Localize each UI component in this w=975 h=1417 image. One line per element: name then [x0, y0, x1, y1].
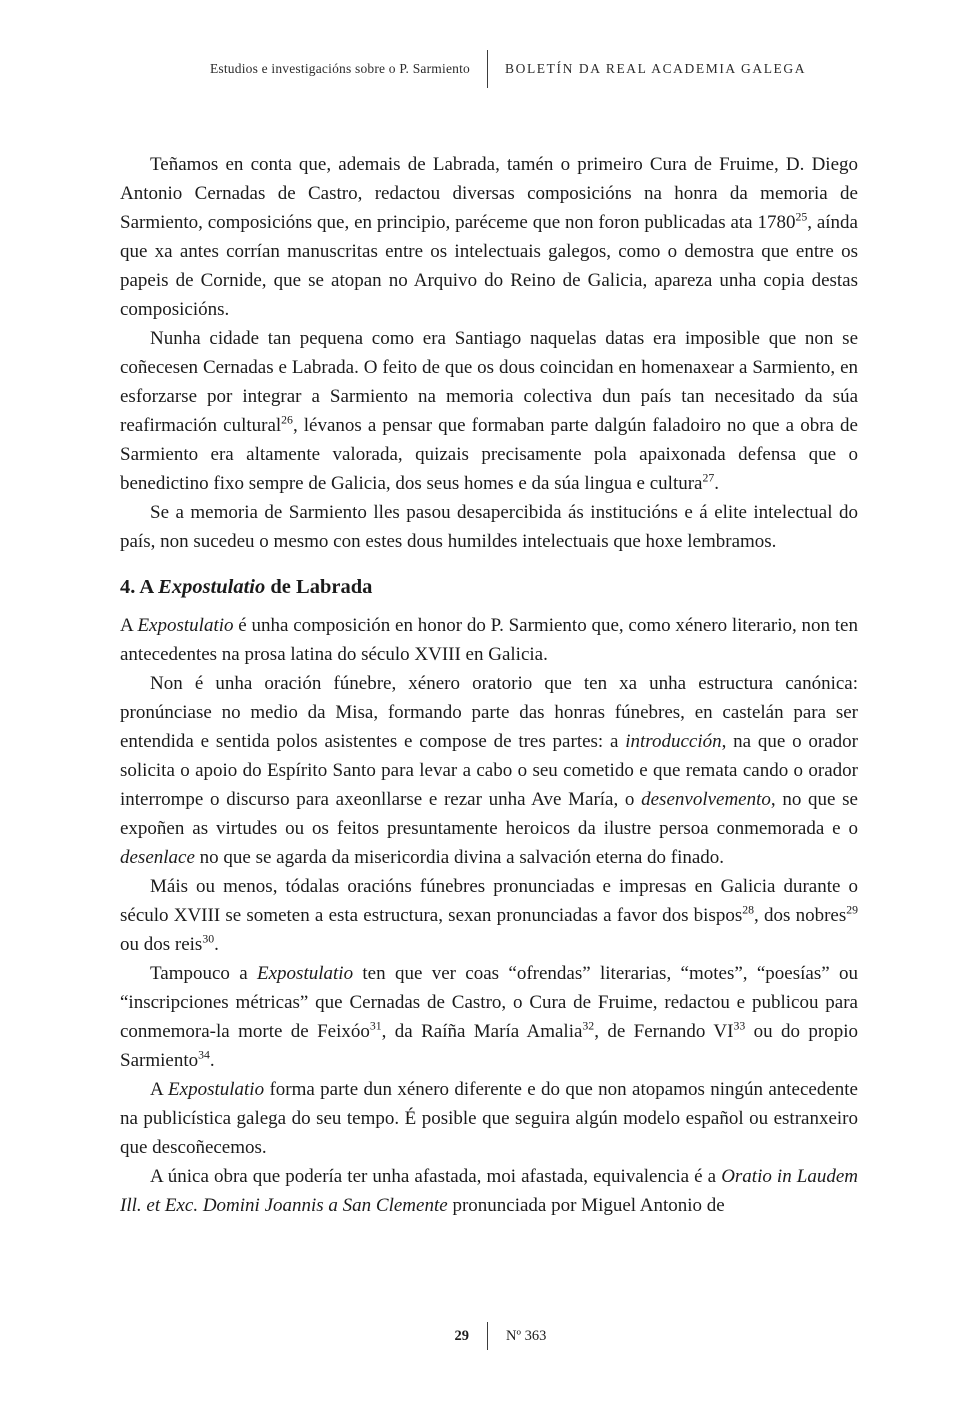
footnote-ref: 34	[198, 1048, 210, 1062]
text-segment: .	[214, 934, 219, 955]
page-number: 29	[454, 1327, 469, 1344]
text-segment-italic: Expostulatio	[168, 1079, 265, 1100]
text-segment: ou do propio Sarmiento	[120, 1021, 858, 1071]
text-segment: pronunciada por Miguel Antonio de	[447, 1195, 725, 1216]
paragraph	[120, 872, 858, 959]
footnote-ref: 30	[202, 932, 215, 946]
text-segment: forma parte dun xénero diferente e do que non atopamos ningún antecedente na publicística galega do seu tempo. É posible que seguira algún modelo español ou estranxeiro que descoñecemos.	[120, 1079, 858, 1158]
heading-segment: 4. A	[120, 576, 159, 598]
text-segment: .	[714, 473, 720, 494]
page-header	[120, 50, 855, 88]
text-segment: Máis ou menos, tódalas oracións fúnebres pronunciadas e impresas en Galicia durante o século XVIII se someten a esta estructura, sexan pronunciadas a favor dos bispos	[120, 876, 858, 926]
paragraph	[120, 611, 858, 669]
text-segment: Se a memoria de Sarmiento lles pasou desapercibida ás institucións e á elite intelectual do país, non sucedeu o mesmo con estes dous humildes intelectuais que hoxe lembramos.	[120, 502, 858, 552]
text-segment: , dos nobres	[754, 905, 847, 926]
section-heading	[120, 573, 858, 602]
heading-segment: de Labrada	[265, 576, 373, 598]
paragraph	[120, 324, 858, 498]
paragraph	[120, 1162, 858, 1220]
text-segment: A única obra que podería ter unha afastada, moi afastada, equivalencia é a	[150, 1166, 722, 1187]
text-segment: Teñamos en conta que, ademais de Labrada, tamén o primeiro Cura de Fruime, D. Diego Antonio Cernadas de Castro, redactou diversas composicións na honra da memoria de Sarmiento, composicións que, en principio, paréceme que non foron publicadas ata 1780	[120, 154, 858, 233]
text-segment: , da Raíña María Amalia	[381, 1021, 583, 1042]
text-segment: , na que o orador solicita o apoio do Espírito Santo para levar a cabo o seu cometido e que remata cando o orador interrompe o discurso para axeonllarse e rezar unha Ave María, o	[120, 731, 858, 810]
heading-segment-italic: Expostulatio	[158, 576, 266, 598]
running-title: Estudios e investigacións sobre o P. Sarmiento	[209, 61, 470, 76]
footnote-ref: 29	[846, 903, 858, 917]
footnote-ref: 27	[702, 471, 715, 485]
text-segment-italic: Expostulatio	[257, 963, 354, 984]
footnote-ref: 33	[733, 1019, 746, 1033]
text-segment: , de Fernando VI	[594, 1021, 734, 1042]
paragraph	[120, 959, 858, 1075]
journal-title: BOLETÍN DA REAL ACADEMIA GALEGA	[505, 61, 807, 76]
text-segment-italic: introducción	[625, 731, 722, 752]
text-segment: ten que ver coas “ofrendas” literarias, “motes”, “poesías” ou “inscripciones métricas” que Cernadas de Castro, o Cura de Fruime, redactou e publicou para conmemora-la morte de Feixóo	[120, 963, 858, 1042]
text-segment: Nunha cidade tan pequena como era Santiago naquelas datas era imposible que non se coñecesen Cernadas e Labrada. O feito de que os dous coincidan en homenaxear a Sarmiento, en esforzarse por integrar a Sarmiento na memoria colectiva dun país tan necesitado da súa reafirmación cultural	[120, 328, 858, 436]
text-segment: Tampouco a	[150, 963, 258, 984]
text-segment-italic: Expostulatio	[137, 615, 234, 636]
footnote-ref: 31	[369, 1019, 382, 1033]
text-segment: , lévanos a pensar que formaban parte dalgún faladoiro no que a obra de Sarmiento era altamente valorada, quizais precisamente pola apaixonada defensa que o benedictino fixo sempre de Galicia, dos seus homes e da súa lingua e cultura	[120, 415, 858, 494]
issue-number: Nº 363	[506, 1327, 547, 1344]
text-segment: no que se agarda da misericordia divina a salvación eterna do finado.	[194, 847, 725, 868]
text-segment-italic: desenlace	[120, 847, 195, 868]
text-segment-italic: desenvolvemento	[641, 789, 771, 810]
paragraph	[120, 1075, 858, 1162]
text-segment: A	[120, 615, 138, 636]
footnote-ref: 28	[742, 903, 755, 917]
text-segment: é unha composición en honor do P. Sarmiento que, como xénero literario, non ten antecedentes na prosa latina do século XVIII en Galicia.	[120, 615, 858, 665]
text-segment: , aínda que xa antes corrían manuscritas entre os intelectuais galegos, como o demostra que entre os papeis de Cornide, que se atopan no Arquivo do Reino de Galicia, apareza unha copia destas composicións.	[120, 212, 858, 320]
footnote-ref: 26	[281, 413, 293, 427]
text-segment: Non é unha oración fúnebre, xénero oratorio que ten xa unha estructura canónica: pronúnciase no medio da Misa, formando parte das honras fúnebres, en castelán para ser entendida e sentida polos asistentes e compose de tres partes: a	[120, 673, 858, 752]
text-segment: .	[209, 1050, 215, 1071]
footnote-ref: 25	[795, 210, 808, 224]
paragraph	[120, 669, 858, 872]
page-footer	[120, 1322, 855, 1350]
text-segment-italic: Oratio in Laudem Ill. et Exc. Domini Joannis a San Clemente	[120, 1166, 858, 1216]
text-segment: ou dos reis	[120, 934, 203, 955]
paragraph	[120, 498, 858, 556]
text-segment: , no que se expoñen as virtudes ou os feitos presuntamente heroicos da ilustre persoa conmemorada e o	[120, 789, 858, 839]
text-segment: A	[150, 1079, 169, 1100]
paragraph	[120, 150, 858, 324]
footnote-ref: 32	[582, 1019, 595, 1033]
page-body	[120, 150, 858, 1220]
